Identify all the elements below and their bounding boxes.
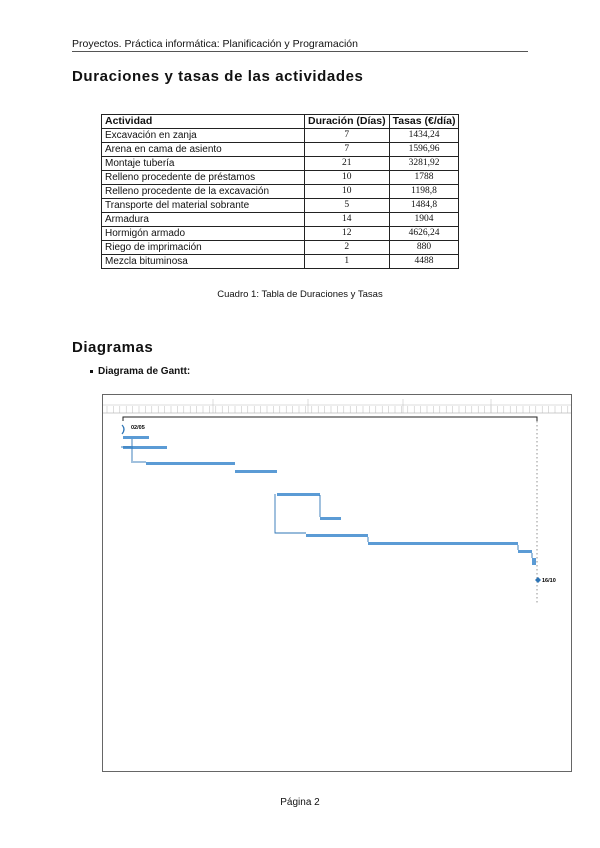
cell-activity: Riego de imprimación [102,241,305,255]
section-title-durations: Duraciones y tasas de las actividades [72,68,364,85]
cell-activity: Transporte del material sobrante [102,199,305,213]
gantt-bar-armadura [306,534,368,537]
gantt-bar-arena [123,446,167,449]
cell-activity: Relleno procedente de préstamos [102,171,305,185]
cell-rate: 4626,24 [389,227,459,241]
gantt-svg [103,395,571,771]
gantt-diagram [102,394,572,772]
bullet-label: Diagrama de Gantt: [98,366,191,377]
cell-activity: Armadura [102,213,305,227]
col-header-rate: Tasas (€/día) [389,115,459,129]
table-row [102,129,459,143]
gantt-bar-transporte [320,517,341,520]
table-row [102,199,459,213]
gantt-end-milestone [535,577,541,583]
cell-activity: Arena en cama de asiento [102,143,305,157]
cell-rate: 3281,92 [389,157,459,171]
gantt-bar-relleno-excavacion [277,493,320,496]
activities-table [101,114,459,269]
cell-duration: 14 [305,213,390,227]
gantt-bar-relleno-prestamos [235,470,277,473]
col-header-duration: Duración (Días) [305,115,390,129]
cell-duration: 7 [305,129,390,143]
cell-activity: Relleno procedente de la excavación [102,185,305,199]
page-number: Página 2 [280,797,320,808]
cell-duration: 21 [305,157,390,171]
gantt-start-milestone [122,425,124,434]
cell-duration: 2 [305,241,390,255]
cell-duration: 7 [305,143,390,157]
cell-activity: Hormigón armado [102,227,305,241]
gantt-bar-riego [518,550,532,553]
section-title-diagrams: Diagramas [72,339,154,356]
cell-duration: 1 [305,255,390,269]
gantt-bar-mezcla [532,558,536,565]
cell-duration: 10 [305,171,390,185]
cell-rate: 1904 [389,213,459,227]
table-row [102,255,459,269]
table-row [102,157,459,171]
header-rule [72,51,528,52]
cell-duration: 5 [305,199,390,213]
table-row [102,143,459,157]
cell-rate: 4488 [389,255,459,269]
bullet-gantt [90,366,190,377]
table-caption: Cuadro 1: Tabla de Duraciones y Tasas [217,289,383,300]
table-row [102,185,459,199]
gantt-start-label: 02/05 [131,425,145,431]
table-header-row [102,115,459,129]
cell-rate: 1434,24 [389,129,459,143]
table-row [102,241,459,255]
gantt-task-bars [123,436,536,565]
bullet-icon [90,370,93,373]
cell-rate: 1596,96 [389,143,459,157]
cell-duration: 12 [305,227,390,241]
col-header-activity: Actividad [102,115,305,129]
cell-rate: 1198,8 [389,185,459,199]
table-row [102,171,459,185]
gantt-dependency-links [121,439,532,558]
cell-activity: Mezcla bituminosa [102,255,305,269]
gantt-summary-bar [123,417,537,421]
cell-duration: 10 [305,185,390,199]
running-header: Proyectos. Práctica informática: Planificación y Programación [72,38,358,50]
table-row [102,213,459,227]
gantt-bar-excavacion [123,436,149,439]
gantt-bar-montaje [146,462,235,465]
gantt-day-ticks [107,406,568,413]
cell-activity: Excavación en zanja [102,129,305,143]
table-row [102,227,459,241]
gantt-end-label: 16/10 [542,578,556,584]
cell-rate: 880 [389,241,459,255]
gantt-bar-hormigon [368,542,518,545]
cell-activity: Montaje tubería [102,157,305,171]
cell-rate: 1788 [389,171,459,185]
gantt-timescale [103,399,571,413]
cell-rate: 1484,8 [389,199,459,213]
